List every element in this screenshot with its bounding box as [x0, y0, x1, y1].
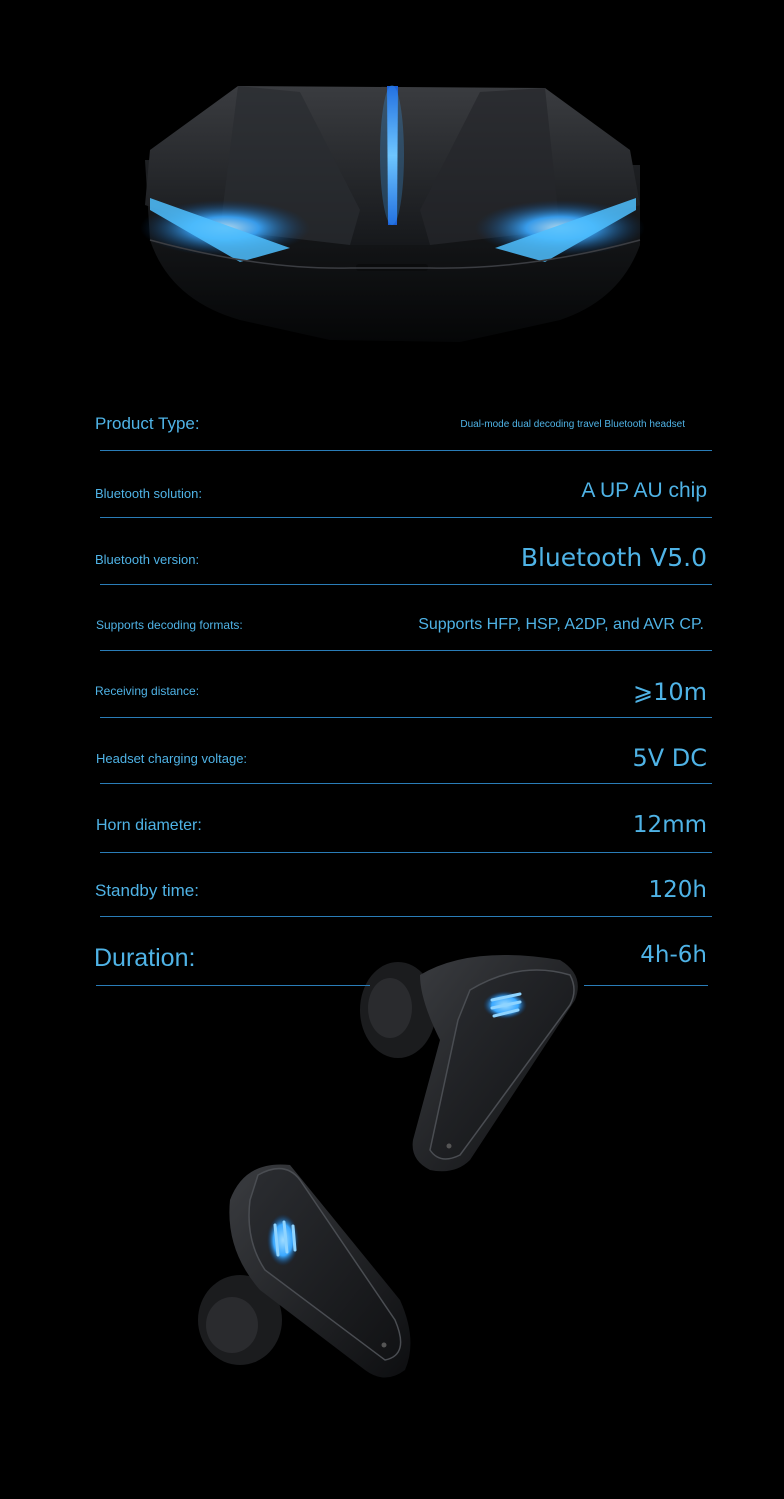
spec-label: Supports decoding formats:	[96, 618, 243, 632]
earbuds-image	[0, 930, 784, 1499]
spec-row-standby-time	[0, 875, 784, 921]
spec-value: 12mm	[632, 812, 707, 838]
spec-value: Dual-mode dual decoding travel Bluetooth headset	[460, 419, 685, 430]
spec-value: 5V DC	[632, 744, 707, 772]
spec-label: Headset charging voltage:	[96, 751, 248, 766]
spec-label: Product Type:	[95, 414, 200, 433]
spec-label: Bluetooth solution:	[95, 486, 202, 501]
spec-row-duration	[0, 940, 784, 990]
spec-value: Supports HFP, HSP, A2DP, and AVR CP.	[418, 616, 704, 633]
divider	[100, 852, 712, 853]
spec-value: ⩾10m	[632, 678, 707, 706]
spec-value: A UP AU chip	[581, 479, 707, 502]
earbud-lower	[198, 1164, 410, 1377]
charging-case-image	[0, 0, 784, 380]
divider	[100, 517, 712, 518]
spec-row-bluetooth-solution	[0, 476, 784, 521]
spec-row-charging-voltage	[0, 742, 784, 788]
spec-label: Receiving distance:	[95, 684, 200, 698]
spec-label: Duration:	[94, 944, 196, 972]
spec-label: Horn diameter:	[96, 817, 202, 834]
divider	[100, 450, 712, 451]
spec-value: Bluetooth V5.0	[520, 543, 707, 572]
divider	[100, 717, 712, 718]
divider	[96, 985, 370, 986]
spec-label: Bluetooth version:	[95, 552, 200, 567]
divider	[100, 650, 712, 651]
spec-row-horn-diameter	[0, 810, 784, 856]
spec-row-bluetooth-version	[0, 542, 784, 588]
spec-row-decoding-formats	[0, 610, 784, 655]
spec-label: Standby time:	[95, 881, 199, 900]
spec-value: 120h	[648, 877, 707, 903]
divider	[100, 783, 712, 784]
divider	[100, 584, 712, 585]
divider	[584, 985, 708, 986]
spec-value: 4h-6h	[640, 942, 707, 968]
spec-row-product-type	[0, 410, 784, 455]
divider	[100, 916, 712, 917]
spec-row-receiving-distance	[0, 676, 784, 721]
